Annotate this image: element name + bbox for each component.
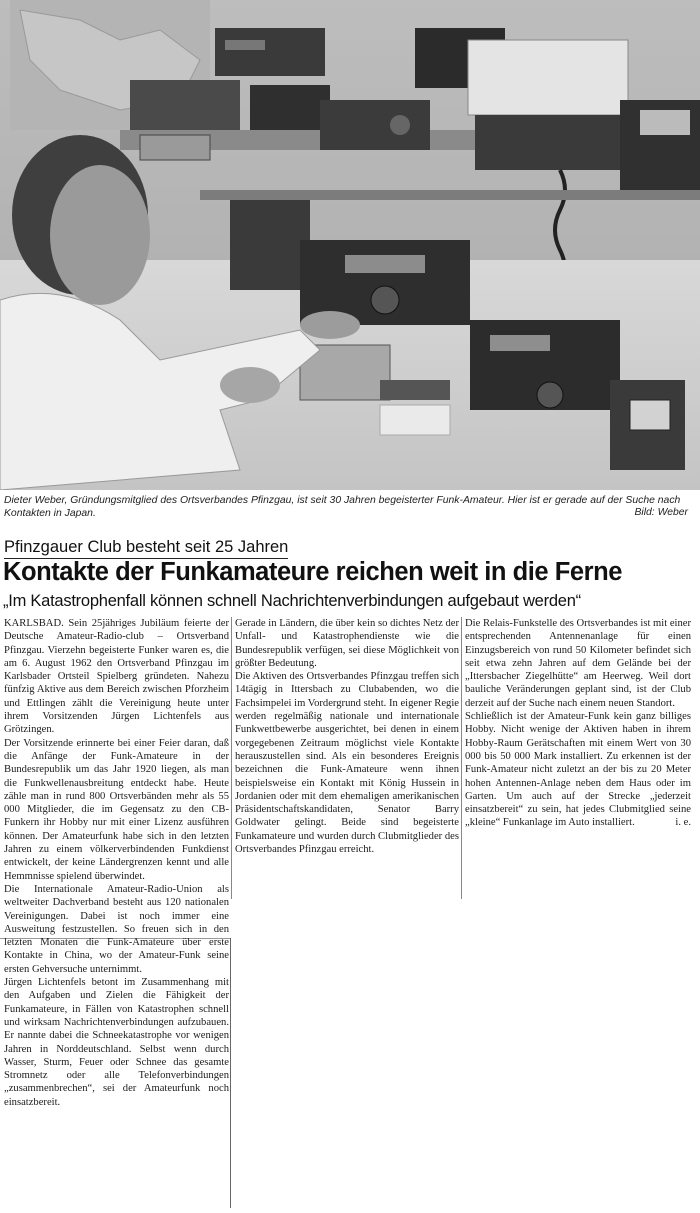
article-headline: Kontakte der Funkamateure reichen weit in die Ferne [3,558,622,586]
paragraph: KARLSBAD. Sein 25jähriges Jubiläum feierte der Deutsche Amateur-Radio-club – Ortsverband Pfinzgau. Vierzehn begeisterte Funker waren es, die am 6. August 1962 den Ortsverband Pfinzgau im Karlsbader Ortsteil Spielberg gründeten. Nahezu fünfzig Aktive aus dem Bereich zwischen Pforzheim und Ettlingen zählt die Vereinigung heute unter ihrem Vorsitzenden Jürgen Lichtenfels aus Grötzingen. [4,618,229,736]
paragraph: Gerade in Ländern, die über kein so dichtes Netz der Unfall- und Katastrophendienste wie die Bundesrepublik verfügen, sei diese Möglichkeit von größter Bedeutung. [235,618,459,669]
column-divider [231,617,232,899]
author-signature: i. e. [675,817,691,829]
article-column-2 [235,617,459,856]
article-column-3 [465,617,691,830]
photo-radio-operator-image [0,0,700,490]
paragraph [465,710,691,830]
paragraph: Der Vorsitzende erinnerte bei einer Feier daran, daß die Anfänge der Funk-Amateure in der Bundesrepublik um das Jahr 1920 liegen, als man die Funkwellenausbreitung entdeckt habe. Heute zähle man in rund 800 Ortsverbänden mehr als 55 000 Mitglieder, die im Gegensatz zu den CB-Funkern ihr Hobby nur mit einer Lizenz ausführen können. Der Amateurfunk habe sich in den letzten Jahren zu einem völkerverbindenden Funkdienst entwickelt, der keine Ländergrenzen kennt und alle Hemmnisse spielend überwindet. [4,737,229,882]
article-kicker: Pfinzgauer Club besteht seit 25 Jahren [4,538,288,559]
article-subheadline: „Im Katastrophenfall können schnell Nachrichtenverbindungen aufgebaut werden“ [3,592,581,610]
paragraph-text: Schließlich ist der Amateur-Funk kein ganz billiges Hobby. Nicht wenige der Aktiven haben in ihrem Hobby-Raum Gerätschaften mit einem Wert von 30 000 bis 50 000 Mark installiert. Zu erkennen ist der Funk-Amateur nicht zuletzt an der bis zu 20 Meter hohen Antennen-Anlage neben dem Haus oder im Garten. Um auch auf der Strecke „jederzeit einsatzbereit“ zu sein, hat jedes Clubmitglied seine „kleine“ Funkanlage im Auto installiert. [465,711,691,829]
article-column-1 [4,617,229,1109]
caption-text: Dieter Weber, Gründungsmitglied des Ortsverbandes Pfinzgau, ist seit 30 Jahren begeisterter Funk-Amateur. Hier ist er gerade auf der Suche nach Kontakten in Japan. [4,495,681,519]
photo-caption [4,494,696,520]
column-divider [230,938,231,1208]
paragraph: Jürgen Lichtenfels betont im Zusammenhang mit den Aufgaben und Zielen die Fähigkeit der Funkamateure, in Fällen von Katastrophen schnell und wirksam Nachrichtenverbindungen aufzubauen. Er nannte dabei die Schneekatastrophe vor wenigen Jahren in Norddeutschland. Selbst wenn durch Wasser, Sturm, Feuer oder Schnee das gesamte Stromnetz oder alle Telefonverbindungen „zusammenbrechen“, sei der Amateurfunk noch einsatzbereit. [4,977,229,1108]
article-photo [0,0,700,490]
paragraph: Die Relais-Funkstelle des Ortsverbandes ist mit einer entsprechenden Antennenanlage für einen Einzugsbereich von rund 50 Kilometer befindet sich seit etwa zehn Jahren auf dem Gelände bei der „Ittersbacher Ziegelhütte“ am Heerweg. Weil dort bauliche Veränderungen geplant sind, ist der Club derzeit auf der Suche nach einem neuen Standort. [465,618,691,709]
column-divider [461,617,462,899]
paragraph: Die Aktiven des Ortsverbandes Pfinzgau treffen sich 14tägig in Ittersbach zu Clubabenden, wo die Fachsimpelei im Vordergrund steht. In eigener Regie werden regelmäßig nationale und internationale Funkwettbewerbe ausgerichtet, bei denen in einem vorgegebenen Zeitraum möglichst viele Kontakte herauszustellen sind. Als ein besonderes Ereignis bezeichnen die Funk-Amateure wenn ihnen beispielsweise ein Kontakt mit König Hussein in Jordanien oder mit dem ehemaligen amerikanischen Präsidentschaftskandidaten, Senator Barry Goldwater gelingt. Beide sind begeisterte Funkamateure und wurden durch Clubmitglieder des Ortsverbandes Pfinzgau erreicht. [235,671,459,856]
photo-credit: Bild: Weber [634,507,688,518]
paragraph: Die Internationale Amateur-Radio-Union als weltweiter Dachverband besteht aus 120 nationalen Vereinigungen. Dabei ist noch immer eine Ausweitung festzustellen. So freuen sich in den letzten Monaten die Funk-Amateure über erste Kontakte in China, wo der Amateur-Funk seine ersten Gehversuche unternimmt. [4,883,229,975]
